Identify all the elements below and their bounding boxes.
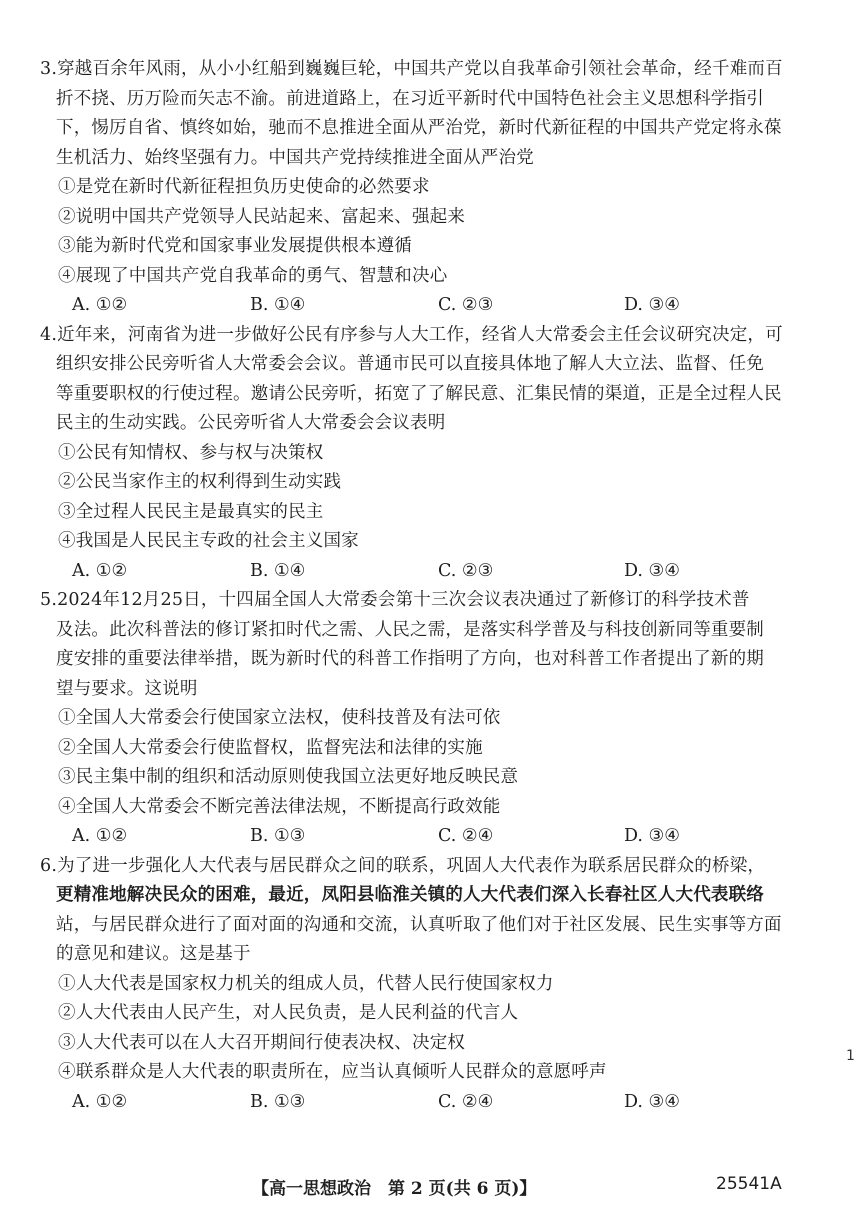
statement-option: ②人大代表由人民产生，对人民负责，是人民利益的代言人 (58, 1003, 519, 1023)
statement-option: ④联系群众是人大代表的职责所在，应当认真倾听人民群众的意愿呼声 (58, 1062, 607, 1082)
statement-option: ④全国人大常委会不断完善法律法规，不断提高行政效能 (58, 796, 501, 817)
answer-choices (40, 822, 810, 852)
exam-page-content (40, 55, 810, 1117)
question-stem-line: 的意见和建议。这是基于 (56, 944, 251, 964)
choice-d: D. ③④ (624, 1091, 680, 1112)
question-stem-line: 4.近年来，河南省为进一步做好公民有序参与人大工作，经省人大常委会主任会议研究决定，可 (40, 324, 783, 345)
choice-b: B. ①④ (250, 295, 306, 315)
statement-option: ③民主集中制的组织和活动原则使我国立法更好地反映民意 (58, 767, 519, 787)
statement-option: ④我国是人民民主专政的社会主义国家 (58, 531, 359, 551)
statement-option: ①人大代表是国家权力机关的组成人员，代替人民行使国家权力 (58, 973, 554, 994)
choice-c: C. ②③ (438, 295, 494, 315)
statement-option: ③全过程人民民主是最真实的民主 (58, 501, 324, 522)
choice-b: B. ①④ (250, 560, 306, 581)
question-6 (40, 852, 810, 1118)
question-stem-line: 站，与居民群众进行了面对面的沟通和交流，认真听取了他们对于社区发展、民生实事等方面 (56, 914, 782, 935)
margin-mark: 1 (846, 1048, 855, 1064)
question-3 (40, 55, 810, 321)
statement-option: ①全国人大常委会行使国家立法权，使科技普及有法可依 (58, 708, 501, 728)
footer-page-info: 【高一思想政治 第 2 页(共 6 页)】 (252, 1179, 537, 1199)
question-stem-line: 5.2024年12月25日，十四届全国人大常委会第十三次会议表决通过了新修订的科学技术普 (40, 590, 750, 610)
question-4 (40, 321, 810, 587)
statement-option: ③能为新时代党和国家事业发展提供根本遵循 (58, 236, 412, 256)
answer-choices (40, 291, 810, 321)
page-footer (0, 1174, 860, 1204)
question-5 (40, 586, 810, 852)
statement-option: ②说明中国共产党领导人民站起来、富起来、强起来 (58, 206, 466, 227)
footer-exam-code: 25541A (716, 1174, 782, 1194)
choice-c: C. ②④ (438, 1091, 494, 1112)
statement-option: ①公民有知情权、参与权与决策权 (58, 442, 324, 463)
answer-choices (40, 557, 810, 587)
choice-a: A. ①② (72, 560, 128, 581)
question-stem-line: 下，惕厉自省、慎终如始，驰而不息推进全面从严治党，新时代新征程的中国共产党定将永葆 (56, 118, 782, 138)
question-stem-line: 度安排的重要法律举措，既为新时代的科普工作指明了方向，也对科普工作者提出了新的期 (56, 649, 764, 669)
choice-a: A. ①② (72, 1091, 128, 1112)
choice-d: D. ③④ (624, 560, 680, 581)
choice-b: B. ①③ (250, 1091, 306, 1112)
statement-option: ②全国人大常委会行使监督权，监督宪法和法律的实施 (58, 737, 483, 758)
choice-b: B. ①③ (250, 826, 306, 846)
question-stem-line: 3.穿越百余年风雨，从小小红船到巍巍巨轮，中国共产党以自我革命引领社会革命，经千难而百 (40, 59, 783, 79)
question-stem-line: 及法。此次科普法的修订紧扣时代之需、人民之需，是落实科学普及与科技创新同等重要制 (56, 619, 764, 640)
question-stem-line: 折不挠、历万险而矢志不渝。前进道路上，在习近平新时代中国特色社会主义思想科学指引 (56, 88, 764, 109)
choice-a: A. ①② (72, 295, 128, 315)
statement-option: ①是党在新时代新征程担负历史使命的必然要求 (58, 177, 430, 197)
statement-option: ②公民当家作主的权利得到生动实践 (58, 472, 342, 492)
question-stem-line: 生机活力、始终坚强有力。中国共产党持续推进全面从严治党 (56, 147, 534, 168)
question-stem-line: 民主的生动实践。公民旁听省人大常委会会议表明 (56, 413, 446, 433)
choice-a: A. ①② (72, 826, 128, 846)
choice-d: D. ③④ (624, 826, 680, 846)
choice-c: C. ②④ (438, 826, 494, 846)
question-stem-line: 组织安排公民旁听省人大常委会会议。普通市民可以直接具体地了解人大立法、监督、任免 (56, 354, 764, 374)
answer-choices (40, 1088, 810, 1118)
statement-option: ③人大代表可以在人大召开期间行使表决权、决定权 (58, 1032, 466, 1053)
choice-c: C. ②③ (438, 560, 494, 581)
statement-option: ④展现了中国共产党自我革命的勇气、智慧和决心 (58, 265, 448, 286)
question-stem-line: 6.为了进一步强化人大代表与居民群众之间的联系，巩固人大代表作为联系居民群众的桥梁， (40, 855, 766, 876)
choice-d: D. ③④ (624, 295, 680, 315)
question-stem-line: 等重要职权的行使过程。邀请公民旁听，拓宽了了解民意、汇集民情的渠道，正是全过程人民 (56, 383, 782, 404)
question-stem-line: 望与要求。这说明 (56, 678, 198, 699)
question-stem-line: 更精准地解决民众的困难，最近，凤阳县临淮关镇的人大代表们深入长春社区人大代表联络 (56, 885, 764, 905)
